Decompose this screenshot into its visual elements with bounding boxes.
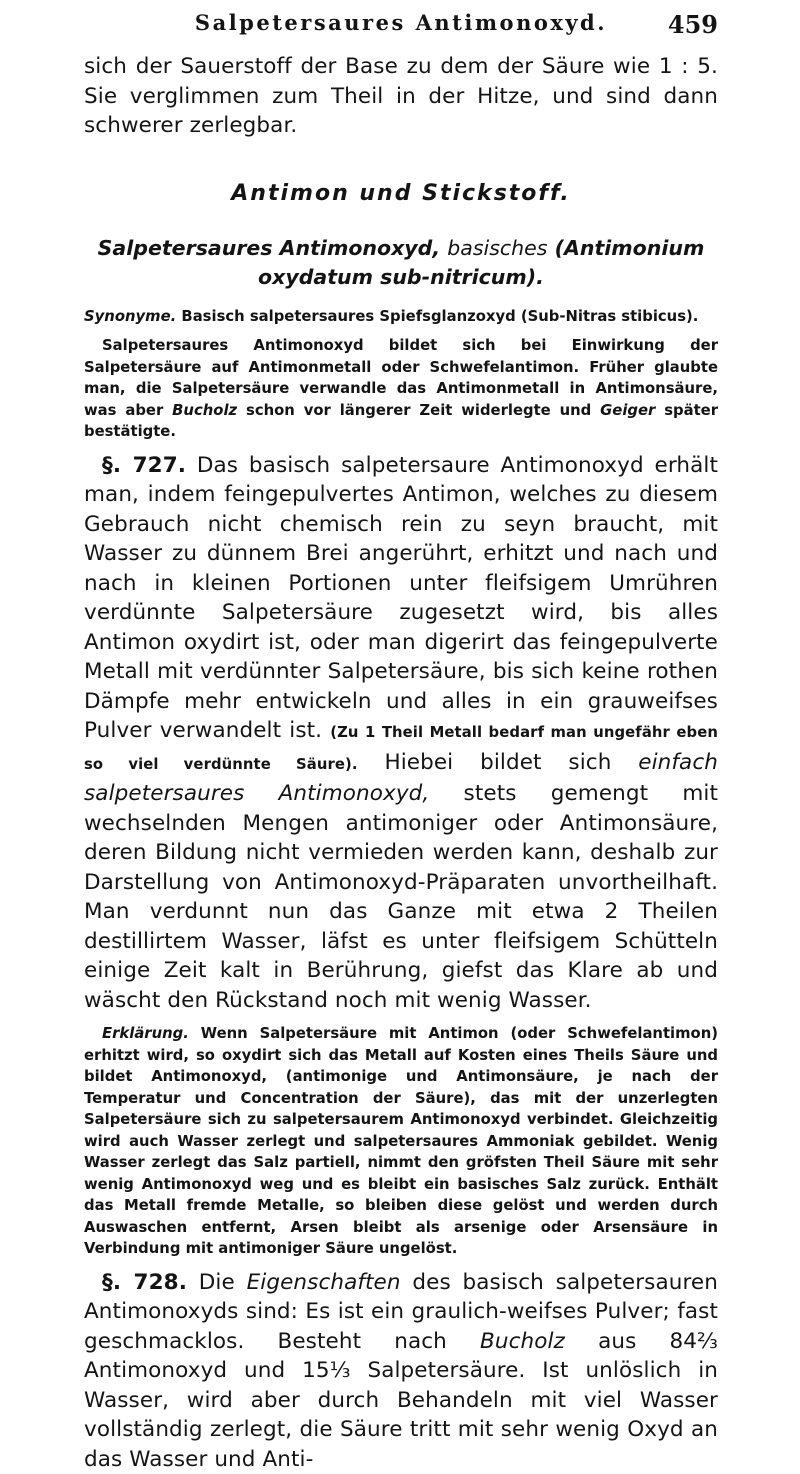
paragraph-728-eigenschaften: Eigenschaften (247, 1270, 401, 1295)
paragraph-727-einfach: einfach salpetersaures Antimonoxyd, (84, 750, 718, 807)
paragraph-728 (84, 1268, 718, 1474)
explanation-text: Wenn Salpetersäure mit Antimon (oder Schwefelantimon) erhitzt wird, so oxydirt sich das Metall auf Kosten eines Theils Säure und bildet Antimonoxyd, (antimonige und Antimonsäure, je nach der Temperatur und Concentration der Säure), das mit der unzerlegten Salpetersäure sich zu salpetersaurem Antimonoxyd verbindet. Gleichzeitig wird auch Wasser zerlegt und salpetersaures Ammoniak gebildet. Wenig Wasser zerlegt das Salz partiell, nimmt den gröfsten Theil Säure mit sehr wenig Antimonoxyd weg und es bleibt ein basisches Salz zurück. Enthält das Metall fremde Metalle, so bleiben diese gelöst und werden durch Auswaschen entfernt, Arsen bleibt als arsenige oder Arsensäure in Verbindung mit antimoniger Säure ungelöst. (84, 1025, 718, 1257)
section-number-727: §. 727. (102, 453, 186, 478)
author-geiger: Geiger (600, 402, 655, 419)
section-heading: Antimon und Stickstoff. (84, 181, 718, 206)
paragraph-728-text-2: des basisch salpetersauren Antimonoxyds sind: Es ist ein graulich-weifses Pulver; fast geschmacklos. Besteht nach (84, 1270, 718, 1354)
page-header (84, 10, 718, 52)
section-number-728: §. 728. (102, 1270, 187, 1295)
compound-latin-name: Antimonium oxydatum sub-nitricum (258, 236, 704, 289)
explanation-paragraph (84, 1023, 718, 1260)
running-title: Salpetersaures Antimonoxyd. (84, 10, 718, 35)
paragraph-727-text-2: Hiebei bildet sich (384, 750, 611, 775)
history-text-2: schon vor längerer Zeit widerlegte und (246, 402, 591, 419)
history-text-3: später bestätigte. (84, 402, 718, 441)
paragraph-727-text-1: Das basisch salpetersaure Antimonoxyd erhält man, indem feingepulvertes Antimon, welches zu diesem Gebrauch nicht chemisch rein zu seyn braucht, mit Wasser zu dünnem Brei angerührt, erhitzt und nach und nach in kleinen Portionen unter fleifsigem Umrühren verdünnte Salpetersäure zugesetzt wird, bis alles Antimon oxydirt ist, oder man digerirt das feingepulverte Metall mit verdünnter Salpetersäure, bis sich keine rothen Dämpfe mehr entwickeln und alles in ein grauweifses Pulver verwandelt ist. (84, 453, 718, 744)
synonyms-paragraph (84, 306, 718, 328)
explanation-label: Erklärung. (102, 1025, 189, 1042)
author-bucholz: Bucholz (172, 402, 237, 419)
paragraph-728-text-1: Die (199, 1270, 235, 1295)
paragraph-727-note: (Zu 1 Theil Metall bedarf man ungefähr eben so viel verdünnte Säure). (84, 724, 718, 773)
compound-basic: basisches (447, 236, 547, 260)
compound-paren-close: ). (527, 265, 544, 289)
synonyms-text: Basisch salpetersaures Spiefsglanzoxyd (Sub-Nitras stibicus). (181, 308, 698, 325)
compound-name: Salpetersaures Antimonoxyd, (98, 236, 440, 260)
paragraph-727 (84, 451, 718, 1016)
synonyms-label: Synonyme. (84, 308, 176, 325)
compound-title (84, 234, 718, 292)
paragraph-728-text-3: aus 84⅔ Antimonoxyd und 15⅓ Salpetersäure. Ist unlöslich in Wasser, wird aber durch Behandeln mit viel Wasser vollständig zerlegt, die Säure tritt mit sehr wenig Oxyd an das Wasser und Anti- (84, 1329, 718, 1472)
paragraph-727-text-3: stets gemengt mit wechselnden Mengen antimoniger oder Antimonsäure, deren Bildung nicht vermieden werden kann, deshalb zur Darstellung von Antimonoxyd-Präparaten unvortheilhaft. Man verdunnt nun das Ganze mit etwa 2 Theilen destillirtem Wasser, läfst es unter fleifsigem Schütteln einige Zeit kalt in Berührung, giefst das Klare ab und wäscht den Rückstand noch mit wenig Wasser. (84, 781, 718, 1013)
page-number: 459 (668, 10, 718, 39)
author-bucholz-2: Bucholz (480, 1329, 565, 1354)
compound-paren-open: ( (555, 236, 564, 260)
history-paragraph (84, 335, 718, 443)
intro-paragraph: sich der Sauerstoff der Base zu dem der Säure wie 1 : 5. Sie verglimmen zum Theil in der Hitze, und sind dann schwerer zerlegbar. (84, 52, 718, 141)
history-text-1: Salpetersaures Antimonoxyd bildet sich bei Einwirkung der Salpetersäure auf Antimonmetall oder Schwefelantimon. Früher glaubte man, die Salpetersäure verwandle das Antimonmetall in Antimonsäure, was aber (84, 337, 718, 419)
